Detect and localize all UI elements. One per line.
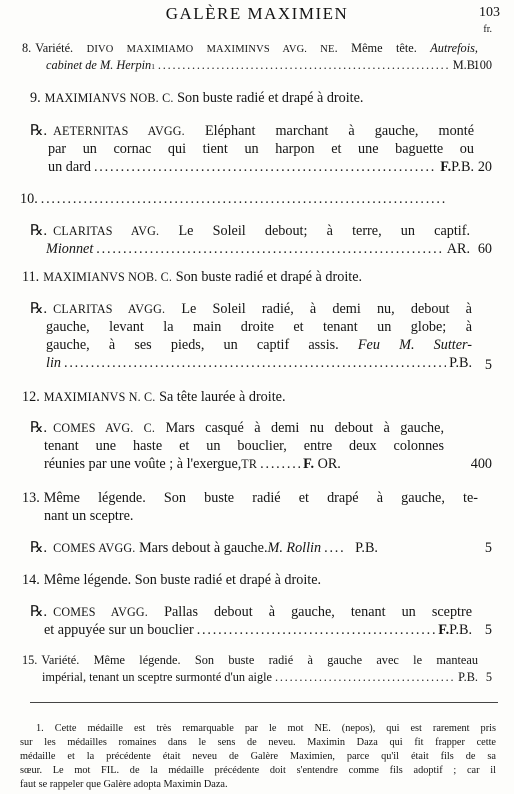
footnote-line: faut se rappeler que Galère adopta Maximin Daza.: [20, 779, 228, 790]
coin-legend: COMES AVGG.: [53, 605, 149, 619]
footnote-line: sœur. Le mot FIL. de la médaille précédente doit s'entendre comme fils adoptif ; car il: [20, 765, 496, 776]
footnote-line: médaille et la précédente était neveu de Galère Maximien, parce qu'il était fils de sa: [20, 751, 496, 762]
footnote-line: 1. Cette médaille est très remarquable par le mot NE. (nepos), qui est rarement pris: [36, 723, 496, 734]
rarity: P.B.: [449, 355, 472, 371]
coin-legend: DIVO MAXIMIAMO MAXIMINVS AVG. NE: [86, 44, 335, 55]
rarity: M.B.: [452, 58, 478, 72]
rarity: F. OR.: [303, 456, 341, 472]
footnote: [20, 722, 496, 792]
price: 20: [477, 159, 492, 175]
coin-legend: COMES AVGG.: [53, 541, 136, 555]
coin-legend: COMES AVG. C.: [53, 421, 156, 435]
price: 5: [484, 357, 492, 373]
coin-legend: CLARITAS AVGG.: [53, 302, 166, 316]
rarity: P.B.: [355, 540, 378, 556]
page-header: [0, 4, 514, 26]
coin-legend: MAXIMIANVS NOB. C.: [43, 270, 173, 284]
rarity: P.B.: [458, 670, 478, 684]
footnote-line: sur les médailles romaines dans le sens de neveu. Maximin Daza qui fit frapper cette: [20, 737, 496, 748]
reverse-symbol: ℞.: [30, 123, 48, 139]
page-number: 103: [479, 5, 500, 20]
reverse-symbol: ℞.: [30, 604, 48, 620]
price: 5: [484, 622, 492, 638]
coin-legend: AETERNITAS AVGG.: [53, 124, 185, 138]
rarity: F.P.B.: [438, 622, 472, 638]
reverse-symbol: ℞.: [30, 301, 48, 317]
price: 5: [485, 670, 492, 684]
price-column-unit: fr.: [483, 24, 492, 35]
rarity: F.P.B.: [440, 159, 474, 175]
reverse-symbol: ℞.: [30, 540, 48, 556]
coin-legend: MAXIMIANVS N. C.: [43, 390, 156, 404]
reverse-symbol: ℞.: [30, 420, 48, 436]
price: 5: [484, 540, 492, 556]
footnote-ref: 1: [151, 62, 155, 71]
price: 400: [470, 456, 492, 472]
footnote-rule: [30, 702, 498, 703]
reverse-symbol: ℞.: [30, 223, 48, 239]
coin-legend: MAXIMIANVS NOB. C.: [44, 91, 174, 105]
coin-legend: CLARITAS AVG.: [53, 224, 160, 238]
page-title: GALÈRE MAXIMIEN: [165, 4, 349, 23]
price: 60: [477, 241, 492, 257]
rarity: AR.: [446, 241, 470, 257]
price: 100: [473, 58, 492, 72]
